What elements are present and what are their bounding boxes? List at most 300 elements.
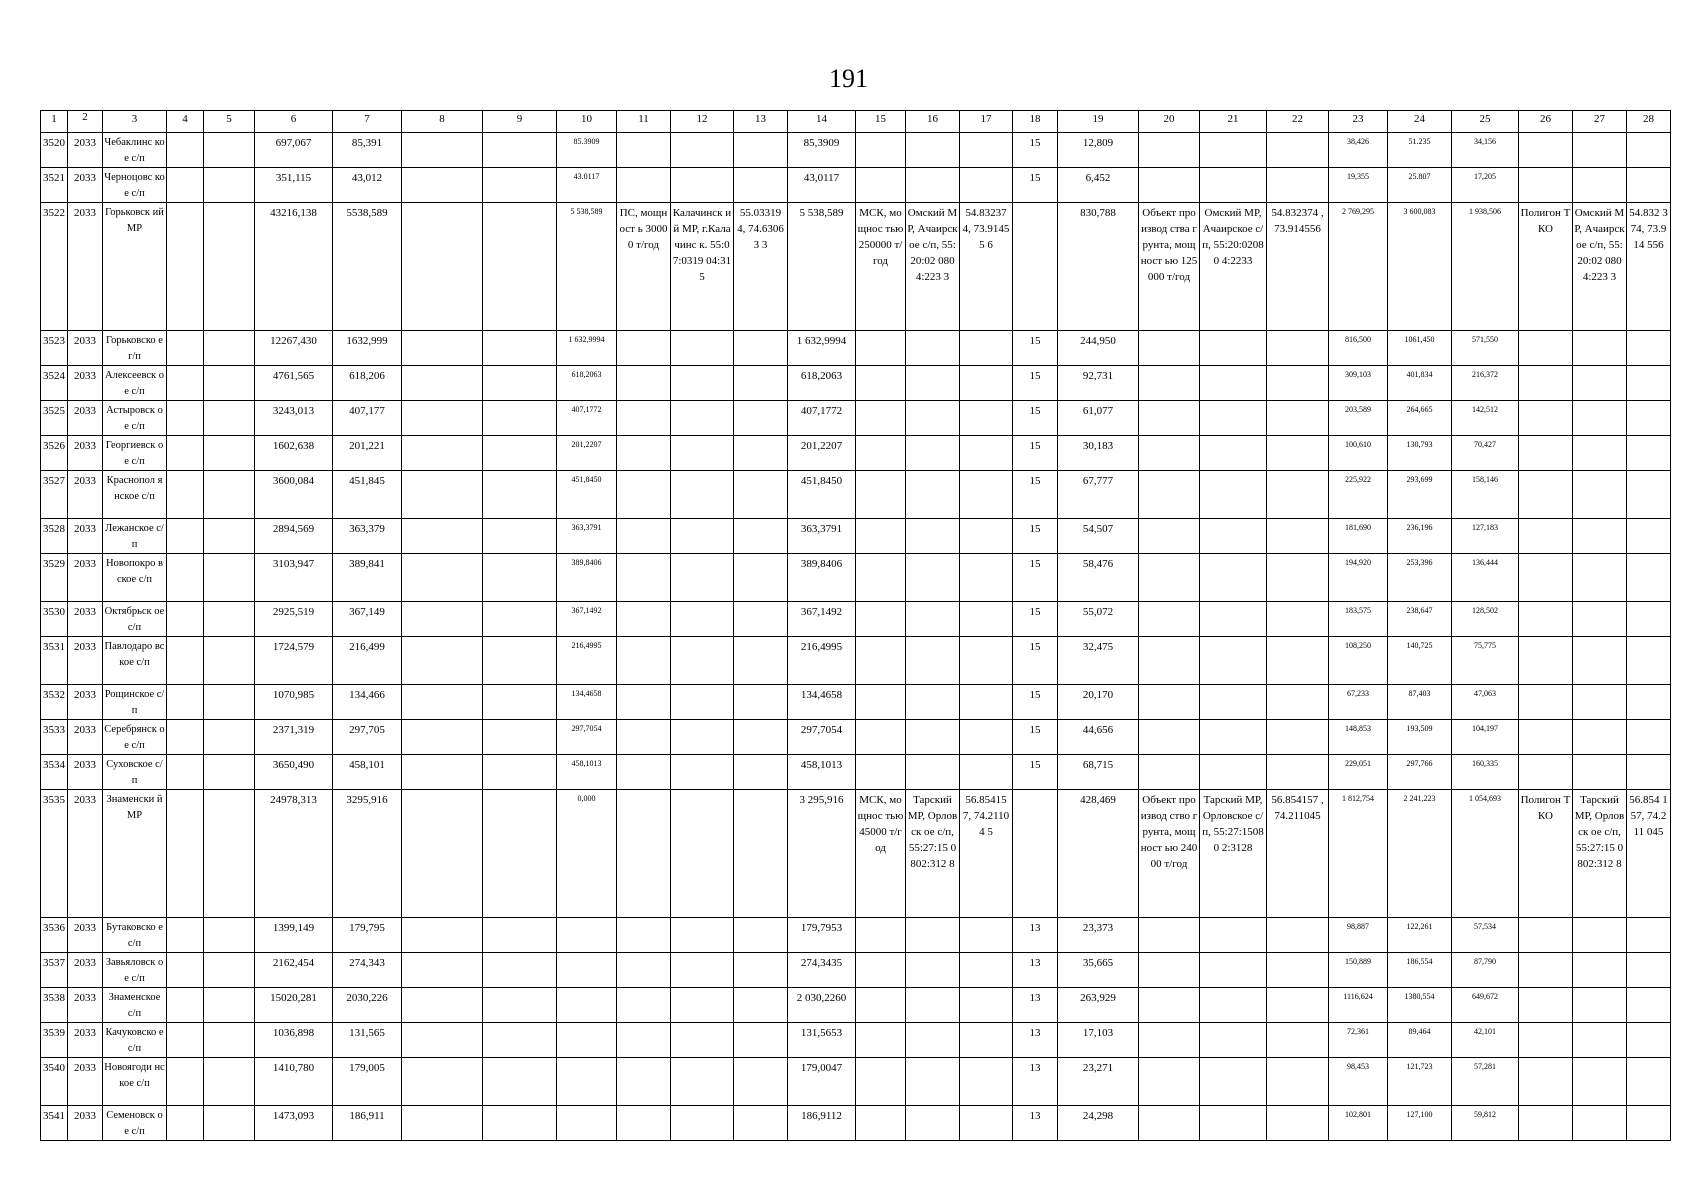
table-cell: Черноцовс кое с/п: [103, 168, 167, 203]
table-cell: 363,3791: [788, 519, 856, 554]
table-cell: [1519, 953, 1573, 988]
table-cell: [1573, 168, 1627, 203]
table-cell: 140,725: [1388, 637, 1452, 685]
table-cell: [906, 554, 960, 602]
table-cell: 5 538,589: [788, 203, 856, 331]
table-cell: [1139, 168, 1200, 203]
table-cell: [1519, 755, 1573, 790]
table-cell: [960, 366, 1013, 401]
table-cell: 20,170: [1058, 685, 1139, 720]
table-cell: [1200, 471, 1267, 519]
table-cell: [1573, 720, 1627, 755]
table-cell: 179,795: [333, 918, 402, 953]
table-cell: 363,379: [333, 519, 402, 554]
table-cell: 55,072: [1058, 602, 1139, 637]
table-cell: [671, 988, 734, 1023]
table-cell: [617, 1023, 671, 1058]
table-cell: 229,051: [1329, 755, 1388, 790]
table-cell: [204, 755, 255, 790]
column-header: 16: [906, 111, 960, 133]
table-cell: [402, 401, 483, 436]
table-cell: Омский МР, Ачаирск ое с/п, 55:20:02 0804:223 3: [906, 203, 960, 331]
table-cell: 15: [1013, 554, 1058, 602]
table-cell: 3526: [41, 436, 68, 471]
table-row: [41, 471, 1671, 519]
table-cell: [906, 637, 960, 685]
table-cell: 216,4995: [557, 637, 617, 685]
column-header: 4: [167, 111, 204, 133]
table-cell: 186,9112: [788, 1106, 856, 1141]
table-cell: [1627, 1106, 1671, 1141]
table-cell: [734, 755, 788, 790]
table-cell: [1519, 471, 1573, 519]
table-cell: [906, 1058, 960, 1106]
table-cell: [1627, 602, 1671, 637]
table-cell: 458,101: [333, 755, 402, 790]
table-cell: [1200, 918, 1267, 953]
table-cell: 13: [1013, 953, 1058, 988]
page-number: 191: [829, 64, 868, 93]
table-row: [41, 988, 1671, 1023]
table-row: [41, 1058, 1671, 1106]
table-cell: 5 538,589: [557, 203, 617, 331]
table-cell: 3541: [41, 1106, 68, 1141]
table-cell: 148,853: [1329, 720, 1388, 755]
table-cell: 193,509: [1388, 720, 1452, 755]
table-cell: Тарский МР, Орловское с/п, 55:27:15080 2:3128: [1200, 790, 1267, 918]
table-cell: 3 600,083: [1388, 203, 1452, 331]
table-cell: [617, 685, 671, 720]
table-cell: Астыровск ое с/п: [103, 401, 167, 436]
table-cell: [1200, 953, 1267, 988]
table-cell: [906, 1106, 960, 1141]
table-cell: [1139, 133, 1200, 168]
table-cell: [1139, 436, 1200, 471]
table-cell: 38,426: [1329, 133, 1388, 168]
table-cell: [960, 637, 1013, 685]
table-cell: Качуковско е с/п: [103, 1023, 167, 1058]
table-cell: [204, 168, 255, 203]
table-cell: [402, 133, 483, 168]
column-header: 21: [1200, 111, 1267, 133]
column-header: 11: [617, 111, 671, 133]
table-cell: [960, 554, 1013, 602]
table-cell: 142,512: [1452, 401, 1519, 436]
table-cell: [1267, 953, 1329, 988]
table-cell: [1519, 1106, 1573, 1141]
table-cell: [402, 1023, 483, 1058]
table-cell: 58,476: [1058, 554, 1139, 602]
table-cell: [167, 988, 204, 1023]
column-header: 13: [734, 111, 788, 133]
table-cell: [1519, 720, 1573, 755]
table-cell: Знаменски й МР: [103, 790, 167, 918]
table-cell: 13: [1013, 918, 1058, 953]
table-cell: 186,911: [333, 1106, 402, 1141]
table-cell: 87,790: [1452, 953, 1519, 988]
table-cell: [671, 602, 734, 637]
table-cell: [167, 1058, 204, 1106]
table-cell: 134,466: [333, 685, 402, 720]
table-cell: [167, 436, 204, 471]
table-cell: [167, 168, 204, 203]
table-cell: [1200, 1058, 1267, 1106]
column-header: 26: [1519, 111, 1573, 133]
table-cell: Павлодаро вское с/п: [103, 637, 167, 685]
table-cell: 15: [1013, 471, 1058, 519]
table-cell: [483, 436, 557, 471]
table-cell: [167, 790, 204, 918]
column-header: 2: [68, 111, 103, 133]
table-cell: 75,775: [1452, 637, 1519, 685]
table-cell: 571,550: [1452, 331, 1519, 366]
table-cell: [204, 401, 255, 436]
table-cell: [906, 918, 960, 953]
table-cell: [1267, 471, 1329, 519]
table-cell: 85.3909: [557, 133, 617, 168]
table-cell: 85,391: [333, 133, 402, 168]
table-cell: [960, 953, 1013, 988]
table-cell: [906, 471, 960, 519]
table-cell: 1 054,693: [1452, 790, 1519, 918]
table-cell: 70,427: [1452, 436, 1519, 471]
table-cell: [1200, 685, 1267, 720]
table-cell: [204, 471, 255, 519]
table-cell: [1627, 133, 1671, 168]
table-cell: Рощинское с/п: [103, 685, 167, 720]
table-cell: 2033: [68, 401, 103, 436]
table-cell: [617, 720, 671, 755]
table-cell: [960, 1058, 1013, 1106]
table-cell: [617, 755, 671, 790]
table-cell: [671, 1023, 734, 1058]
column-header: 5: [204, 111, 255, 133]
table-cell: [1267, 366, 1329, 401]
table-row: [41, 602, 1671, 637]
table-cell: [1627, 554, 1671, 602]
table-row: [41, 1106, 1671, 1141]
table-cell: 216,372: [1452, 366, 1519, 401]
table-cell: [402, 1106, 483, 1141]
table-cell: [1139, 554, 1200, 602]
table-cell: 2033: [68, 331, 103, 366]
table-cell: [617, 331, 671, 366]
table-cell: 13: [1013, 1106, 1058, 1141]
column-header: 19: [1058, 111, 1139, 133]
table-cell: [1200, 331, 1267, 366]
table-cell: [204, 953, 255, 988]
table-cell: 12267,430: [255, 331, 333, 366]
table-cell: [1627, 471, 1671, 519]
table-cell: [1573, 331, 1627, 366]
table-cell: [167, 755, 204, 790]
table-cell: [734, 637, 788, 685]
table-cell: 3525: [41, 401, 68, 436]
table-cell: [1627, 401, 1671, 436]
table-cell: [1200, 366, 1267, 401]
table-cell: [1267, 637, 1329, 685]
table-cell: 2033: [68, 953, 103, 988]
table-cell: [906, 685, 960, 720]
table-cell: [1139, 519, 1200, 554]
table-cell: [483, 1023, 557, 1058]
table-cell: 3 295,916: [788, 790, 856, 918]
data-table: [40, 110, 1671, 1141]
table-cell: [167, 471, 204, 519]
table-cell: 100,610: [1329, 436, 1388, 471]
table-cell: [1139, 471, 1200, 519]
table-cell: 389,8406: [788, 554, 856, 602]
table-cell: 367,1492: [788, 602, 856, 637]
table-cell: [204, 554, 255, 602]
table-cell: [557, 1023, 617, 1058]
table-cell: [1139, 401, 1200, 436]
table-cell: 1602,638: [255, 436, 333, 471]
table-cell: [856, 720, 906, 755]
table-cell: [960, 720, 1013, 755]
table-cell: [402, 685, 483, 720]
table-cell: 15: [1013, 436, 1058, 471]
table-cell: 130,793: [1388, 436, 1452, 471]
table-cell: 5538,589: [333, 203, 402, 331]
table-cell: [1519, 1058, 1573, 1106]
table-cell: 2033: [68, 554, 103, 602]
table-cell: [204, 602, 255, 637]
table-cell: Омский МР, Ачаирское с/п, 55:20:02080 4:2233: [1200, 203, 1267, 331]
table-cell: [1200, 519, 1267, 554]
table-cell: [960, 133, 1013, 168]
table-cell: [1519, 988, 1573, 1023]
table-cell: [557, 1058, 617, 1106]
table-cell: 451,8450: [788, 471, 856, 519]
table-cell: 72,361: [1329, 1023, 1388, 1058]
table-cell: 92,731: [1058, 366, 1139, 401]
table-cell: 3243,013: [255, 401, 333, 436]
table-cell: 264,665: [1388, 401, 1452, 436]
table-cell: 2033: [68, 436, 103, 471]
table-cell: 1036,898: [255, 1023, 333, 1058]
table-cell: [1200, 133, 1267, 168]
table-cell: [1519, 685, 1573, 720]
table-cell: [483, 918, 557, 953]
table-cell: [1200, 602, 1267, 637]
column-header: 15: [856, 111, 906, 133]
table-cell: 136,444: [1452, 554, 1519, 602]
table-cell: 183,575: [1329, 602, 1388, 637]
table-cell: [483, 401, 557, 436]
table-cell: [906, 720, 960, 755]
table-cell: [1627, 168, 1671, 203]
table-cell: 43216,138: [255, 203, 333, 331]
table-cell: [671, 685, 734, 720]
table-cell: [617, 401, 671, 436]
table-cell: 54.83237 4, 73.91455 6: [960, 203, 1013, 331]
table-cell: 1116,624: [1329, 988, 1388, 1023]
table-cell: 458,1013: [557, 755, 617, 790]
table-cell: [734, 720, 788, 755]
table-cell: 3523: [41, 331, 68, 366]
table-cell: [1013, 203, 1058, 331]
table-cell: [671, 1058, 734, 1106]
table-cell: 127,183: [1452, 519, 1519, 554]
table-cell: [167, 554, 204, 602]
table-cell: [1573, 133, 1627, 168]
table-cell: 179,005: [333, 1058, 402, 1106]
table-cell: 59,812: [1452, 1106, 1519, 1141]
column-header: 9: [483, 111, 557, 133]
table-cell: 2033: [68, 1058, 103, 1106]
table-cell: 1399,149: [255, 918, 333, 953]
table-cell: 54.832374 , 73.914556: [1267, 203, 1329, 331]
table-cell: [1267, 1106, 1329, 1141]
table-cell: 108,250: [1329, 637, 1388, 685]
table-cell: Тарский МР, Орловск ое с/п, 55:27:15 0802:312 8: [906, 790, 960, 918]
table-cell: [617, 168, 671, 203]
table-cell: [734, 401, 788, 436]
table-cell: [906, 755, 960, 790]
table-cell: [1200, 168, 1267, 203]
table-cell: [671, 133, 734, 168]
table-cell: [167, 133, 204, 168]
table-cell: Новоягоди нское с/п: [103, 1058, 167, 1106]
table-cell: [1627, 988, 1671, 1023]
table-cell: [960, 168, 1013, 203]
table-cell: [1200, 436, 1267, 471]
table-cell: 697,067: [255, 133, 333, 168]
table-cell: 158,146: [1452, 471, 1519, 519]
table-cell: [906, 366, 960, 401]
table-cell: [856, 401, 906, 436]
table-cell: [960, 602, 1013, 637]
table-cell: [402, 331, 483, 366]
table-row: [41, 1023, 1671, 1058]
table-row: [41, 401, 1671, 436]
table-cell: [402, 953, 483, 988]
table-cell: [1573, 918, 1627, 953]
table-cell: [1519, 519, 1573, 554]
table-cell: [1267, 554, 1329, 602]
table-cell: 293,699: [1388, 471, 1452, 519]
table-cell: [204, 685, 255, 720]
table-cell: [483, 602, 557, 637]
table-cell: 44,656: [1058, 720, 1139, 755]
table-cell: [1200, 988, 1267, 1023]
table-cell: [856, 1023, 906, 1058]
table-cell: [204, 918, 255, 953]
table-row: [41, 720, 1671, 755]
table-cell: [906, 168, 960, 203]
table-cell: [204, 720, 255, 755]
table-cell: [671, 436, 734, 471]
table-cell: [617, 1106, 671, 1141]
table-cell: 12,809: [1058, 133, 1139, 168]
table-cell: [856, 755, 906, 790]
table-cell: 15: [1013, 685, 1058, 720]
table-cell: Суховское с/п: [103, 755, 167, 790]
table-cell: [167, 519, 204, 554]
table-cell: 85,3909: [788, 133, 856, 168]
table-row: [41, 168, 1671, 203]
table-cell: 649,672: [1452, 988, 1519, 1023]
table-cell: [734, 331, 788, 366]
table-cell: [617, 953, 671, 988]
table-cell: 42,101: [1452, 1023, 1519, 1058]
table-cell: [483, 133, 557, 168]
table-cell: [1267, 720, 1329, 755]
table-cell: 3532: [41, 685, 68, 720]
table-cell: [671, 790, 734, 918]
table-cell: [960, 1023, 1013, 1058]
table-cell: 2162,454: [255, 953, 333, 988]
table-cell: [483, 1106, 557, 1141]
table-cell: 3521: [41, 168, 68, 203]
table-cell: [1139, 720, 1200, 755]
table-cell: 179,0047: [788, 1058, 856, 1106]
table-cell: 128,502: [1452, 602, 1519, 637]
table-cell: 225,922: [1329, 471, 1388, 519]
table-cell: [167, 331, 204, 366]
table-cell: 3540: [41, 1058, 68, 1106]
table-cell: [671, 168, 734, 203]
table-row: [41, 331, 1671, 366]
table-cell: [1627, 1058, 1671, 1106]
table-cell: Семеновск ое с/п: [103, 1106, 167, 1141]
table-cell: 1061,450: [1388, 331, 1452, 366]
column-header: 12: [671, 111, 734, 133]
table-cell: 121,723: [1388, 1058, 1452, 1106]
table-cell: Новопокро вское с/п: [103, 554, 167, 602]
table-cell: 297,705: [333, 720, 402, 755]
table-cell: [856, 1058, 906, 1106]
table-cell: [1519, 602, 1573, 637]
table-cell: Завьяловск ое с/п: [103, 953, 167, 988]
table-cell: 2033: [68, 988, 103, 1023]
table-cell: 34,156: [1452, 133, 1519, 168]
table-cell: 389,8406: [557, 554, 617, 602]
column-header: 22: [1267, 111, 1329, 133]
table-cell: 2 241,223: [1388, 790, 1452, 918]
table-row: [41, 953, 1671, 988]
table-cell: 17,205: [1452, 168, 1519, 203]
table-cell: 297,7054: [788, 720, 856, 755]
table-cell: 2033: [68, 366, 103, 401]
table-cell: 618,206: [333, 366, 402, 401]
table-cell: 2 769,295: [1329, 203, 1388, 331]
column-header: 3: [103, 111, 167, 133]
table-cell: [402, 602, 483, 637]
table-cell: [1519, 1023, 1573, 1058]
table-cell: 89,464: [1388, 1023, 1452, 1058]
table-cell: 19,355: [1329, 168, 1388, 203]
table-cell: Горьковск ий МР: [103, 203, 167, 331]
table-cell: 67,777: [1058, 471, 1139, 519]
table-cell: [1139, 602, 1200, 637]
table-cell: [1267, 168, 1329, 203]
table-cell: Чебаклинс кое с/п: [103, 133, 167, 168]
table-cell: [167, 637, 204, 685]
table-row: [41, 918, 1671, 953]
table-cell: 1632,999: [333, 331, 402, 366]
table-cell: 201,221: [333, 436, 402, 471]
table-cell: 15020,281: [255, 988, 333, 1023]
table-cell: [856, 988, 906, 1023]
table-cell: 15: [1013, 366, 1058, 401]
table-cell: 3538: [41, 988, 68, 1023]
table-cell: [734, 988, 788, 1023]
table-cell: [1013, 790, 1058, 918]
table-cell: [402, 168, 483, 203]
table-cell: [1267, 401, 1329, 436]
